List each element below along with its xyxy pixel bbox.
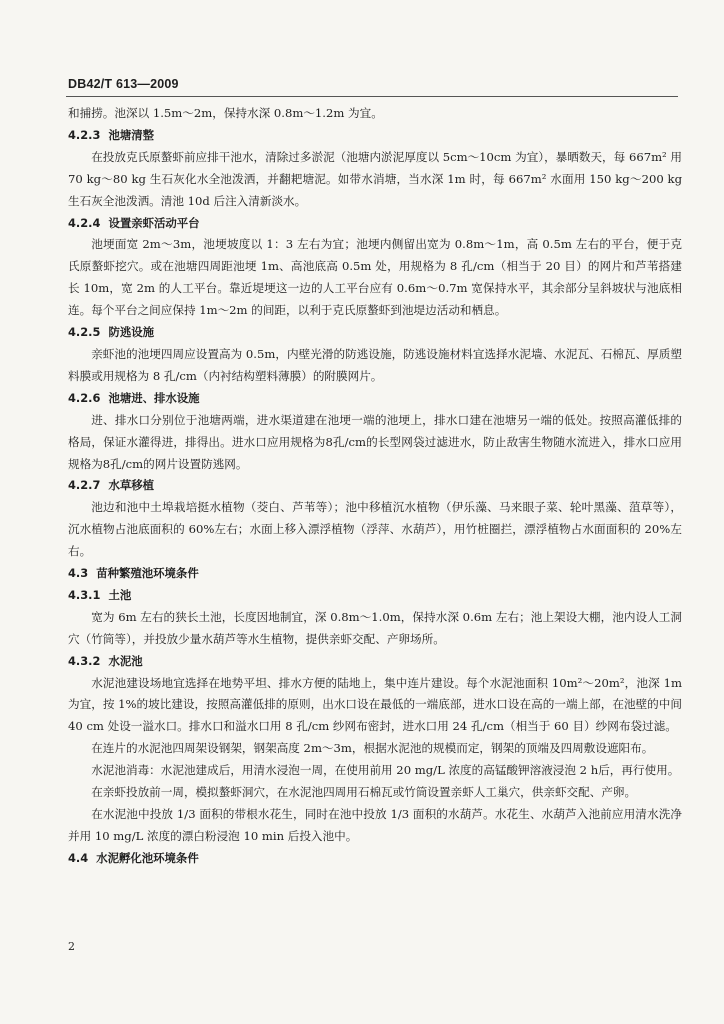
section-number: 4.3.2	[68, 653, 101, 668]
section-title: 水泥池	[108, 653, 143, 668]
body-paragraph: 和捕捞。池深以 1.5m～2m，保持水深 0.8m～1.2m 为宜。	[68, 106, 383, 120]
section-title: 苗种繁殖池环境条件	[96, 566, 199, 581]
section-number: 4.2.4	[68, 215, 101, 230]
section-heading	[68, 213, 682, 235]
body-paragraph: 宽为 6m 左右的狭长土池，长度因地制宜，深 0.8m～1.0m，保持水深 0.6m 左右；池上架设大棚，池内设人工洞穴（竹筒等），并投放少量水葫芦等水生植物，提供亲虾交配、产卵场所。	[68, 609, 682, 646]
body-paragraph: 在亲虾投放前一周，模拟螯虾洞穴，在水泥池四周用石棉瓦或竹筒设置亲虾人工巢穴，供亲虾交配、产卵。	[91, 785, 637, 800]
body-paragraph: 在连片的水泥池四周架设钢架，钢架高度 2m～3m，根据水泥池的规模而定，钢架的顶端及四周敷设遮阳布。	[91, 741, 654, 756]
section-number: 4.3	[68, 566, 89, 581]
header-divider	[66, 96, 678, 97]
page-number: 2	[68, 940, 75, 953]
section-title: 设置亲虾活动平台	[108, 215, 200, 230]
section-title: 土池	[108, 587, 132, 602]
section-heading	[68, 475, 682, 497]
section-heading	[68, 585, 682, 607]
body-paragraph: 池边和池中土埠栽培挺水植物（茭白、芦苇等）；池中移植沉水植物（伊乐藻、马来眼子菜、轮叶黑藻、菹草等），沉水植物占池底面积的 60%左右；水面上移入漂浮植物（浮萍、水葫芦），用竹桩圈拦，漂浮植物占水面面积的 20%左右。	[68, 500, 682, 559]
standard-code: DB42/T 613—2009	[68, 77, 179, 91]
section-title: 池塘进、排水设施	[108, 390, 200, 405]
section-number: 4.2.3	[68, 127, 101, 142]
section-number: 4.3.1	[68, 587, 101, 602]
body-paragraph: 在水泥池中投放 1/3 面积的带根水花生，同时在池中投放 1/3 面积的水葫芦。水花生、水葫芦入池前应用清水洗净并用 10 mg/L 浓度的漂白粉浸泡 10 min 后投入池中。	[68, 807, 682, 843]
body-paragraph: 亲虾池的池埂四周应设置高为 0.5m，内壁光滑的防逃设施，防逃设施材料宜选择水泥墙、水泥瓦、石棉瓦、厚质塑料膜或用规格为 8 孔/cm（内衬结构塑料薄膜）的附膜网片。	[68, 346, 682, 383]
body-paragraph: 在投放克氏原螯虾前应排干池水，清除过多淤泥（池塘内淤泥厚度以 5cm～10cm 为宜），暴晒数天，每 667m² 用 70 kg～80 kg 生石灰化水全池泼洒，并翻耙塘泥。如带水消塘，当水深 1m 时，每 667m² 水面用 150 kg～200 kg 生石灰全池泼洒。清池 10d 后注入清新淡水。	[68, 149, 682, 208]
body-paragraph: 水泥池消毒：水泥池建成后，用清水浸泡一周，在使用前用 20 mg/L 浓度的高锰酸钾溶液浸泡 2 h后，再行使用。	[91, 763, 680, 778]
section-heading	[68, 322, 682, 344]
section-heading	[68, 125, 682, 147]
body-paragraph: 池埂面宽 2m～3m，池埂坡度以 1：3 左右为宜；池埂内侧留出宽为 0.8m～1m，高 0.5m 左右的平台，便于克氏原螯虾挖穴。或在池塘四周距池埂 1m、高池底高 0.5m 处，用规格为 8 孔/cm（相当于 20 目）的网片和芦苇搭建长 10m，宽 2m 的人工平台。靠近堤埂这一边的人工平台应有 0.6m～0.7m 宽保持水平，其余部分呈斜坡状与池底相连。每个平台之间应保持 1m～2m 的间距，以利于克氏原螯虾到池堤边活动和栖息。	[68, 237, 682, 318]
section-heading	[68, 848, 682, 870]
document-body	[68, 103, 682, 870]
body-paragraph: 水泥池建设场地宜选择在地势平坦、排水方便的陆地上，集中连片建设。每个水泥池面积 10m²～20m²，池深 1m 为宜，按 1%的坡比建设，按照高灌低排的原则，出水口设在最低的一端底部，进水口设在高的一端上部，在池壁的中间 40 cm 处设一溢水口。排水口和溢水口用 8 孔/cm 纱网布密封，进水口用 24 孔/cm（相当于 60 目）纱网布袋过滤。	[68, 675, 682, 734]
section-title: 池塘清整	[108, 127, 155, 142]
body-paragraph: 进、排水口分别位于池塘两端，进水渠道建在池埂一端的池埂上，排水口建在池塘另一端的低处。按照高灌低排的格局，保证水灌得进，排得出。进水口应用规格为8孔/cm的长型网袋过滤进水，防止敌害生物随水流进入，排水口应用规格为8孔/cm的网片设置防逃网。	[68, 412, 682, 471]
section-heading	[68, 563, 682, 585]
section-number: 4.4	[68, 850, 89, 865]
section-title: 防逃设施	[108, 325, 155, 340]
section-number: 4.2.7	[68, 478, 101, 493]
section-number: 4.2.6	[68, 390, 101, 405]
section-heading	[68, 651, 682, 673]
section-title: 水泥孵化池环境条件	[96, 850, 199, 865]
section-number: 4.2.5	[68, 325, 101, 340]
section-heading	[68, 388, 682, 410]
section-title: 水草移植	[108, 478, 155, 493]
